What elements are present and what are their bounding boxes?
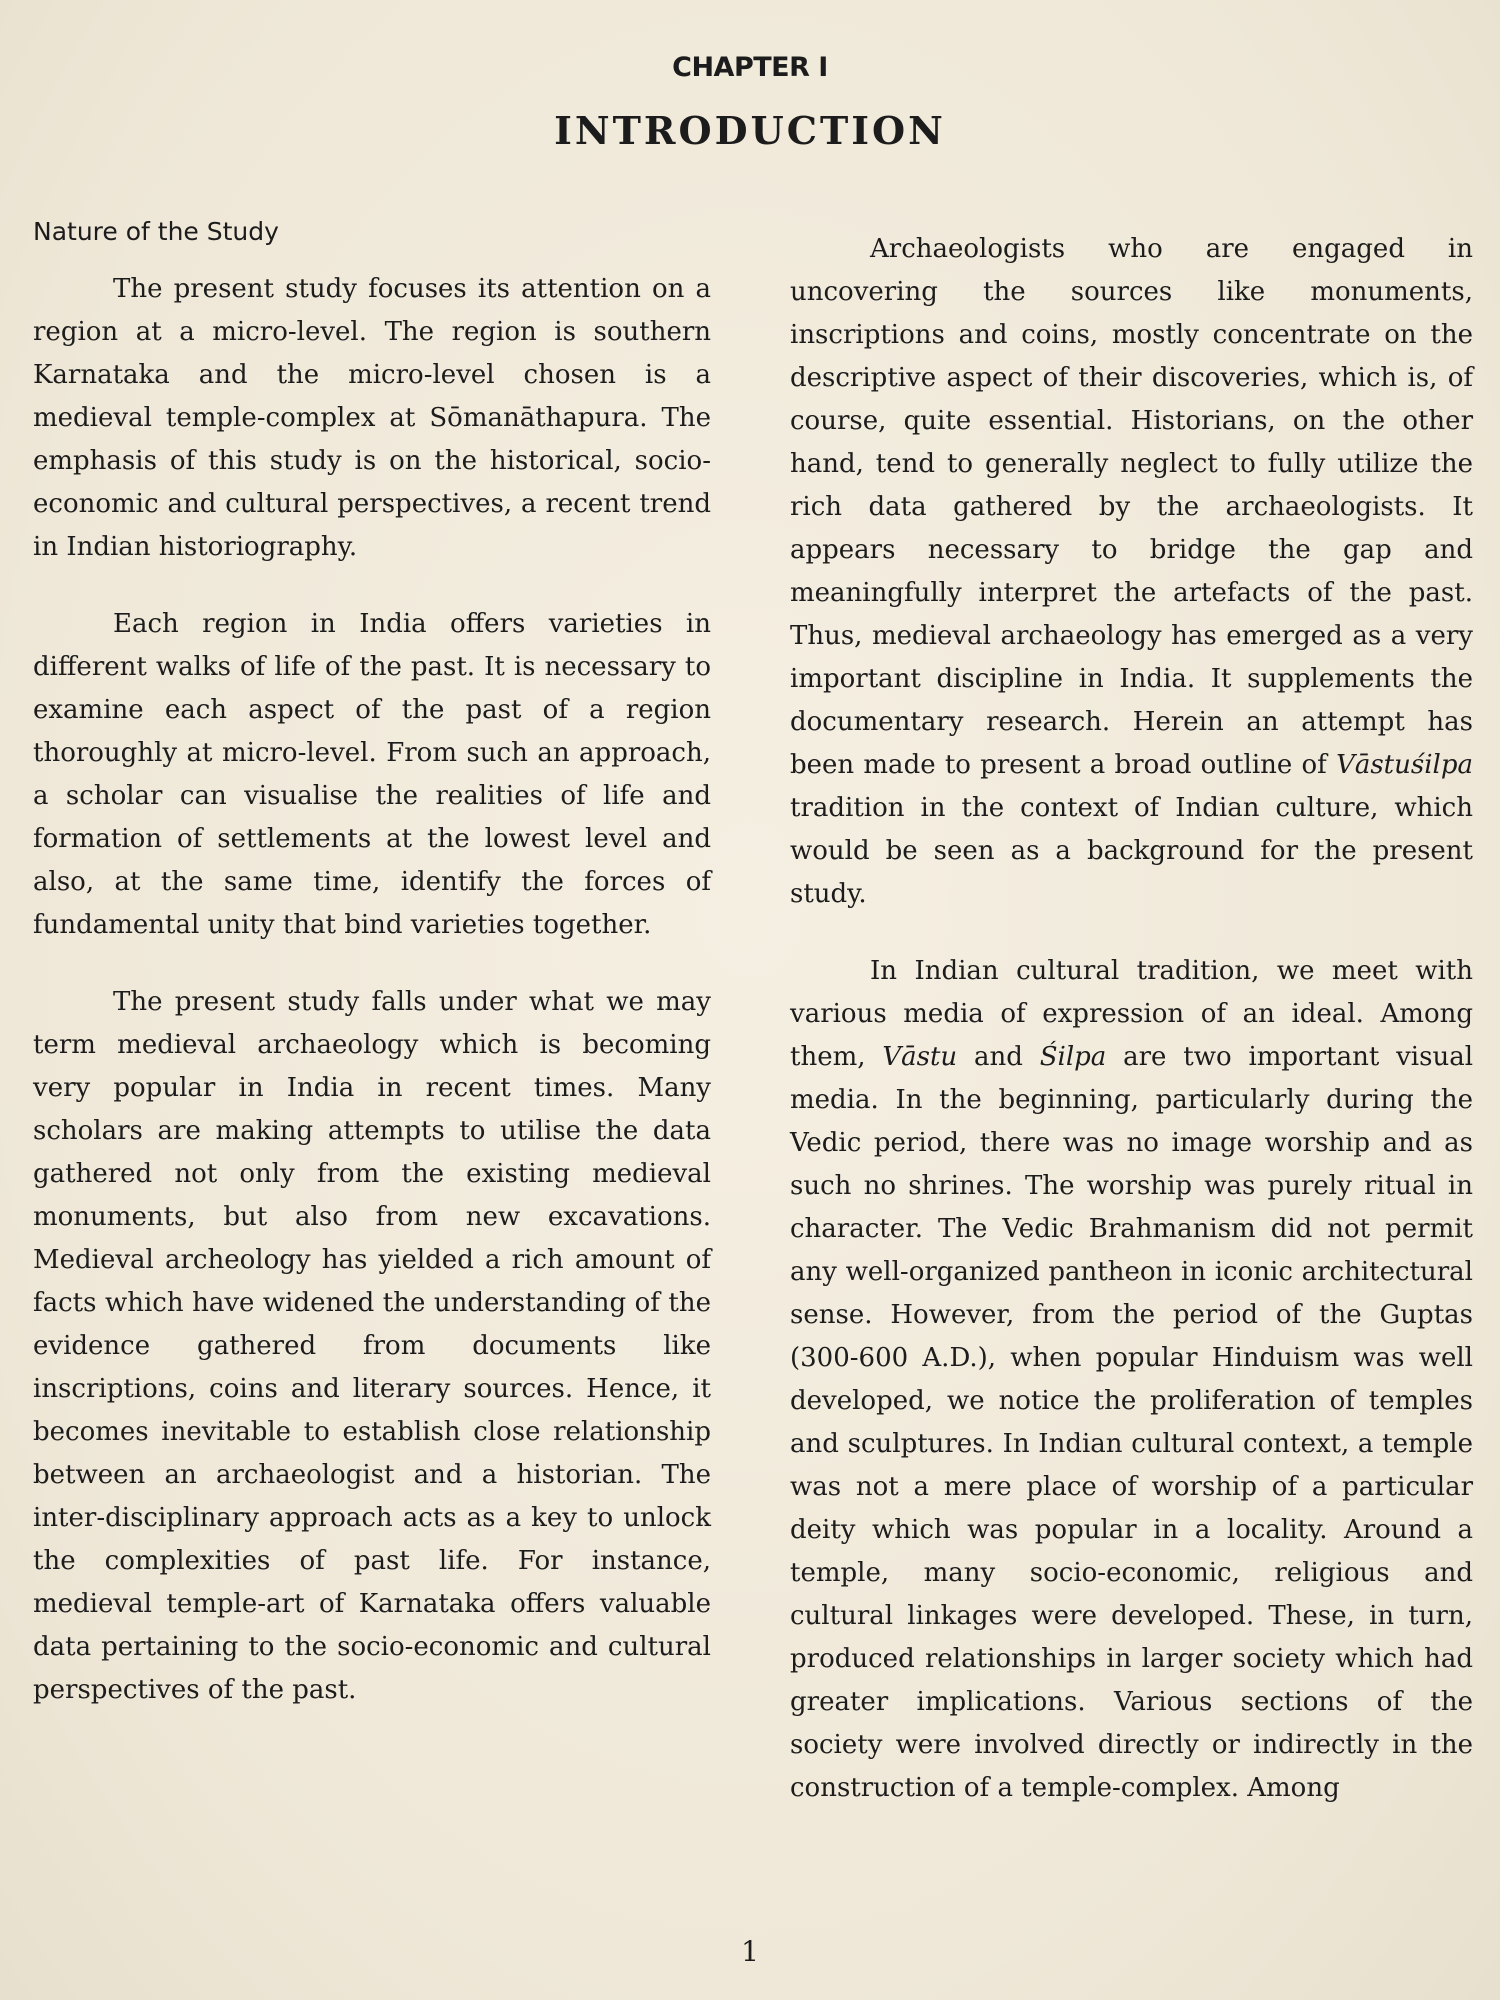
paragraph-5-text-b: are two important visual media. In the beginning, particularly during the Vedic period, there was no image worship and as such no shrines. The worship was purely ritual in character. The Vedic Brahmanism did not permit any well-organized pantheon in iconic architectural sense. However, from the period of the Guptas (300-600 A.D.), when popular Hinduism was well developed, we notice the proliferation of temples and sculptures. In Indian cultural context, a temple was not a mere place of worship of a particular deity which was popular in a locality. Around a temple, many socio-economic, religious and cultural linkages were developed. These, in turn, produced relationships in larger society which had greater implications. Various sections of the society were involved directly or indirectly in the construction of a temple-complex. Among <box>790 1042 1474 1803</box>
term-vastusilpa: Vāstuśilpa <box>1336 750 1473 780</box>
paragraph-3: The present study falls under what we may term medieval archaeology which is becoming very popular in India in recent times. Many scholars are making attempts to utilise the data gathered not only from the existing medieval monuments, but also from new excavations. Medieval archeology has yielded a rich amount of facts which have widened the understanding of the evidence gathered from documents like inscriptions, coins and literary sources. Hence, it becomes inevitable to establish close relationship between an archaeologist and a historian. The inter-disciplinary approach acts as a key to unlock the complexities of past life. For instance, medieval temple-art of Karnataka offers valuable data pertaining to the socio-economic and cultural perspectives of the past. <box>33 987 711 1705</box>
paragraph-4-text-a: Archaeologists who are engaged in uncovering the sources like monuments, inscriptions and coins, mostly concentrate on the descriptive aspect of their discoveries, which is, of course, quite essential. Historians, on the other hand, tend to generally neglect to fully utilize the rich data gathered by the archaeologists. It appears necessary to bridge the gap and meaningfully interpret the artefacts of the past. Thus, medieval archaeology has emerged as a very important discipline in India. It supplements the documentary research. Herein an attempt has been made to present a broad outline of <box>790 234 1473 780</box>
paragraph-4-text-b: tradition in the context of Indian culture, which would be seen as a background for the present study. <box>790 793 1473 909</box>
term-silpa: Śilpa <box>1039 1042 1107 1072</box>
paragraph-5-text-a: In Indian cultural tradition, we meet with various media of expression of an ideal. Among them, <box>790 956 1473 1072</box>
page-number: 1 <box>741 1935 759 1968</box>
paragraph-5-conj: and <box>957 1042 1040 1072</box>
paragraph-5 <box>790 950 1473 1810</box>
term-vastu: Vāstu <box>882 1042 958 1072</box>
chapter-title: INTRODUCTION <box>554 108 946 153</box>
paragraph-1: The present study focuses its attention on a region at a micro-level. The region is southern Karnataka and the micro-level chosen is a medieval temple-complex at Sōmanāthapura. The emphasis of this study is on the historical, socio-economic and cultural perspectives, a recent trend in Indian historiography. <box>33 274 711 562</box>
section-heading: Nature of the Study <box>33 217 279 246</box>
chapter-label: CHAPTER I <box>672 52 828 83</box>
left-column <box>33 212 711 1712</box>
right-column <box>790 228 1473 1810</box>
paragraph-2: Each region in India offers varieties in different walks of life of the past. It is necessary to examine each aspect of the past of a region thoroughly at micro-level. From such an approach, a scholar can visualise the realities of life and formation of settlements at the lowest level and also, at the same time, identify the forces of fundamental unity that bind varieties together. <box>33 609 711 940</box>
paragraph-4 <box>790 228 1473 916</box>
